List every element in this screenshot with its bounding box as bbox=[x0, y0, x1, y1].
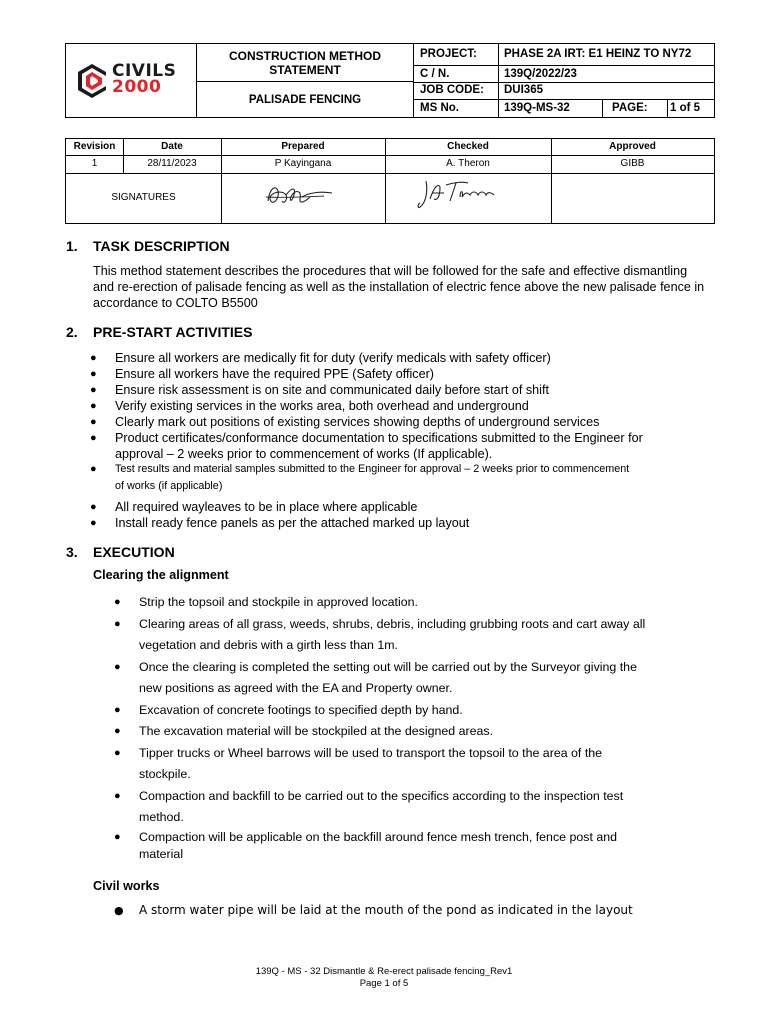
revision-table bbox=[65, 138, 715, 224]
project-value: PHASE 2A IRT: E1 HEINZ TO NY72 bbox=[504, 48, 692, 60]
subheading-civil-works: Civil works bbox=[93, 879, 160, 893]
cn-value: 139Q/2022/23 bbox=[504, 68, 577, 80]
rev-header-date: Date bbox=[161, 141, 183, 152]
subheading-clearing: Clearing the alignment bbox=[93, 568, 229, 582]
section-1-title: 1. TASK DESCRIPTION bbox=[66, 238, 230, 254]
rev-cell-checked: A. Theron bbox=[446, 158, 490, 169]
section-2-title: 2. PRE-START ACTIVITIES bbox=[66, 324, 253, 340]
doc-type-title: CONSTRUCTION METHOD STATEMENT bbox=[229, 49, 381, 77]
footer-doc-ref: 139Q - MS - 32 Dismantle & Re-erect palisade fencing_Rev1 bbox=[255, 966, 513, 977]
logo-text-civils: CIVILS bbox=[112, 61, 177, 81]
document-page: CIVILS 2000 CONSTRUCTION METHOD STATEMENT PALISADE FENCING PROJECT: PHASE 2A IRT: E1 HEINZ TO NY72 C / N. 139Q/2022/23 JOB CODE: DUI365 MS No. 139Q-MS-32 PAGE: 1 of 5 Revision Date Prepared Checked Approved 1 28/11/2023 P Kayingana A. Theron GIBB SIGNATURES 1. TASK DESCRIPTION This method statement describes the procedures that will be followed for the safe and effective dismantling and re-erection of palisade fencing as well as the installation of electric fence above the new palisade fence in accordance to COLTO B5500 2. PRE-START ACTIVITIES ● Ensure all workers are medically fit for duty (verify medicals with safety officer) ● Ensure all workers have the required PPE (Safety officer) ● Ensure risk assessment is on site and communicated daily before start of shift ● Verify existing services in the works area, both overhead and underground ● Clearly mark out positions of existing services showing depths of underground services ● Product certificates/conformance documentation to specifications submitted to the Engineer for approval – 2 weeks prior to commencement of works (If applicable). ● Test results and material samples submitted to the Engineer for approval – 2 weeks prior to commencement of works (if applicable) ● All required wayleaves to be in place where applicable ● Install ready fence panels as per the attached marked up layout 3. EXECUTION Clearing the alignment ● Strip the topsoil and stockpile in approved location. ● Clearing areas of all grass, weeds, shrubs, debris, including grubbing roots and cart away all vegetation and debris with a girth less than 1m. ● Once the clearing is completed the setting out will be carried out by the Surveyor giving the new positions as agreed with the EA and Property owner. ● Excavation of concrete footings to specified depth by hand. ● The excavation material will be stockpiled at the designed areas. ● Tipper trucks or Wheel barrows will be used to transport the topsoil to the area of the stockpile. ● Compaction and backfill to be carried out to the specifics according to the inspection test method. ● Compaction will be applicable on the backfill around fence mesh trench, fence post and material Civil works ● A storm water pipe will be laid at the mouth of the pond as indicated in the layout 139Q - MS - 32 Dismantle & Re-erect palisade fencing_Rev1 Page 1 of 5 bbox=[0, 0, 768, 1024]
msno-value: 139Q-MS-32 bbox=[504, 102, 570, 114]
project-label: PROJECT: bbox=[420, 48, 477, 60]
doc-subject: PALISADE FENCING bbox=[248, 94, 362, 106]
msno-label: MS No. bbox=[420, 102, 459, 114]
signature-checked bbox=[416, 177, 506, 211]
signatures-label: SIGNATURES bbox=[111, 192, 176, 203]
rev-cell-prepared: P Kayingana bbox=[274, 158, 332, 169]
rev-header-approved: Approved bbox=[609, 141, 656, 152]
jobcode-label: JOB CODE: bbox=[420, 84, 484, 96]
page-value: 1 of 5 bbox=[670, 102, 701, 114]
jobcode-value: DUI365 bbox=[504, 84, 543, 96]
page-label: PAGE: bbox=[612, 102, 648, 114]
rev-cell-date: 28/11/2023 bbox=[147, 158, 197, 169]
rev-header-revision: Revision bbox=[73, 141, 116, 152]
rev-header-checked: Checked bbox=[447, 141, 489, 152]
section-3-title: 3. EXECUTION bbox=[66, 544, 175, 560]
signature-prepared bbox=[262, 179, 342, 213]
footer-page-number: Page 1 of 5 bbox=[359, 978, 409, 989]
logo-text-2000: 2000 bbox=[112, 77, 162, 97]
rev-cell-approved: GIBB bbox=[620, 158, 645, 169]
company-logo bbox=[76, 63, 186, 99]
rev-header-prepared: Prepared bbox=[281, 141, 325, 152]
footer bbox=[0, 966, 768, 990]
section-1-paragraph: This method statement describes the procedures that will be followed for the safe and effective dismantling and re-erection of palisade fencing as well as the installation of electric fence above the new palisade fence in accordance to COLTO B5500 bbox=[93, 264, 705, 310]
cn-label: C / N. bbox=[420, 68, 450, 80]
logo-mark-icon bbox=[76, 63, 108, 99]
rev-cell-revision: 1 bbox=[91, 158, 98, 169]
header-table bbox=[65, 43, 715, 118]
